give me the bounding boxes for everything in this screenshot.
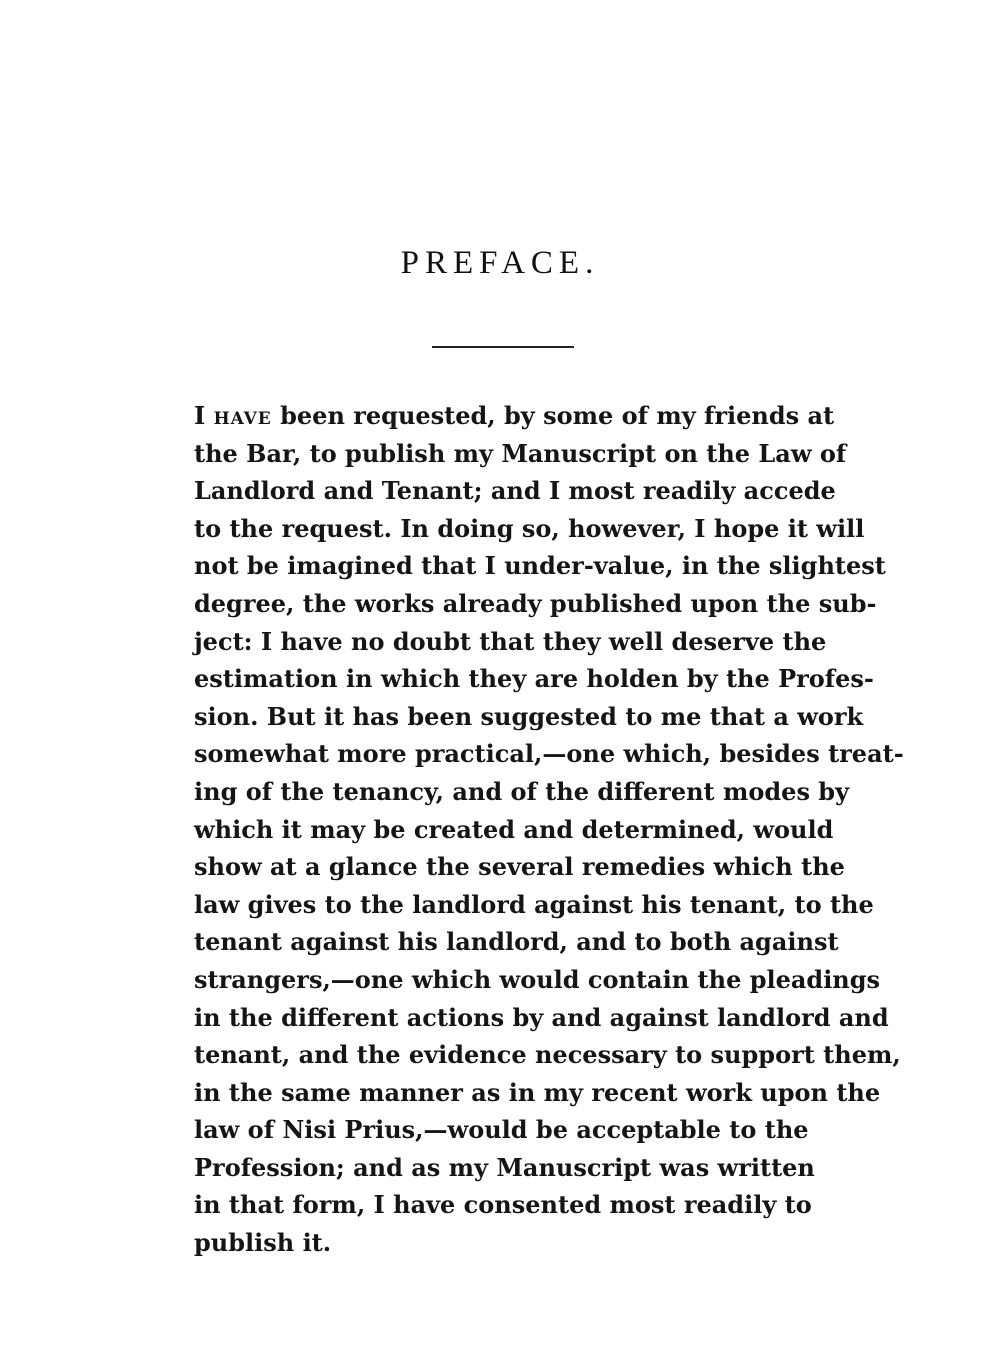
page-title: PREFACE. [400,245,600,281]
text-line: in the same manner as in my recent work upon the [194,1077,881,1107]
text-line: degree, the works already published upon the sub- [194,588,877,618]
text-line: ject: I have no doubt that they well deserve the [194,626,827,656]
text-line: law gives to the landlord against his tenant, to the [194,889,874,919]
text-line: tenant against his landlord, and to both against [194,927,839,957]
text-line: strangers,—one which would contain the pleadings [194,964,881,994]
line-text: been requested, by some of my friends at [271,401,835,430]
text-line: in that form, I have consented most readily to [194,1190,812,1220]
text-line: in the different actions by and against landlord and [194,1002,889,1032]
text-line: not be imagined that I under-value, in the slightest [194,551,886,581]
text-line: Landlord and Tenant; and I most readily accede [194,476,836,506]
text-line: sion. But it has been suggested to me that a work [194,701,864,731]
title-rule [432,346,574,348]
text-line: publish it. [194,1228,332,1258]
text-line: which it may be created and determined, would [194,814,834,844]
text-line: law of Nisi Prius,—would be acceptable to the [194,1115,809,1145]
smallcaps-phrase: have [213,401,272,430]
text-line: the Bar, to publish my Manuscript on the Law of [194,438,847,468]
text-line: Profession; and as my Manuscript was written [194,1152,815,1182]
preface-body [194,397,904,1262]
text-line: to the request. In doing so, however, I hope it will [194,513,865,543]
text-line: ing of the tenancy, and of the different modes by [194,776,850,806]
drop-word: I [194,401,206,430]
text-line: somewhat more practical,—one which, besides treat- [194,739,904,769]
text-line: tenant, and the evidence necessary to support them, [194,1040,901,1070]
text-line: show at a glance the several remedies which the [194,852,845,882]
text-line [194,397,835,435]
text-line: estimation in which they are holden by the Profes- [194,664,874,694]
